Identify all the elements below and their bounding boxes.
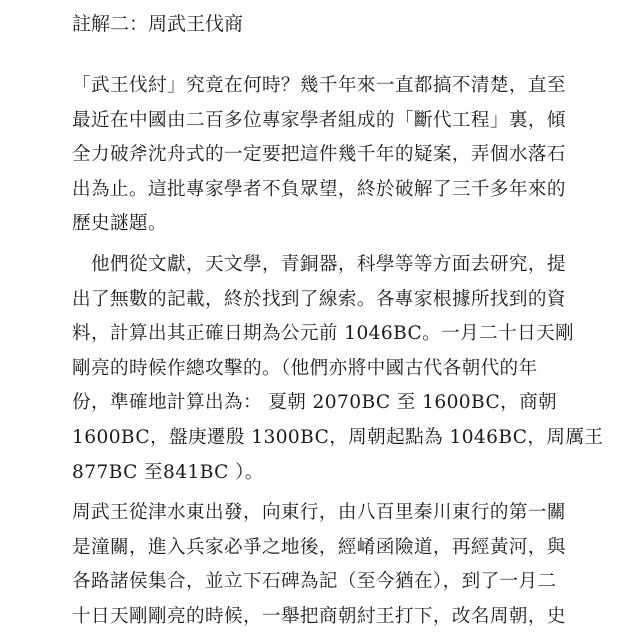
note-heading: 註解二：周武王伐商 — [72, 13, 244, 35]
paragraph-line: 料，計算出其正確日期為公元前 1046BC。一月二十日天剛 — [72, 323, 575, 345]
paragraph-3 — [72, 496, 572, 634]
paragraph-line: 877BC 至841BC ）。 — [72, 461, 264, 483]
paragraph-line: 最近在中國由二百多位專家學者組成的「斷代工程」裏，傾 — [72, 109, 566, 131]
paragraph-line: 出為止。這批專家學者不負眾望，終於破解了三千多年來的 — [72, 178, 566, 200]
paragraph-line: 出了無數的記載，終於找到了線索。各專家根據所找到的資 — [72, 288, 566, 310]
paragraph-2 — [72, 248, 604, 490]
paragraph-line: 是潼關，進入兵家必爭之地後，經崤函險道，再經黃河，與 — [72, 536, 566, 558]
paragraph-line: 十日天剛剛亮的時候，一舉把商朝紂王打下，改名周朝，史 — [72, 605, 566, 627]
paragraph-line: 「武王伐紂」究竟在何時？幾千年來一直都搞不清楚，直至 — [72, 75, 566, 96]
paragraph-line: 份，準確地計算出為： 夏朝 2070BC 至 1600BC，商朝 — [72, 392, 558, 414]
paragraph-line: 周武王從津水東出發，向東行，由八百里秦川東行的第一關 — [72, 502, 566, 523]
paragraph-line: 他們從文獻，天文學，青銅器，科學等等方面去研究，提 — [72, 254, 566, 275]
paragraph-line: 全力破斧沈舟式的一定要把這件幾千年的疑案，弄個水落石 — [72, 144, 566, 166]
paragraph-line: 1600BC，盤庚遷殷 1300BC，周朝起點為 1046BC，周厲王 — [72, 426, 604, 448]
paragraph-line: 各路諸侯集合，並立下石碑為記（至今猶在），到了一月二 — [72, 571, 557, 593]
paragraph-line: 剛亮的時候作總攻擊的。（他們亦將中國古代各朝代的年 — [72, 357, 538, 379]
paragraph-1 — [72, 69, 572, 242]
paragraph-line: 歷史謎題。 — [72, 213, 167, 235]
